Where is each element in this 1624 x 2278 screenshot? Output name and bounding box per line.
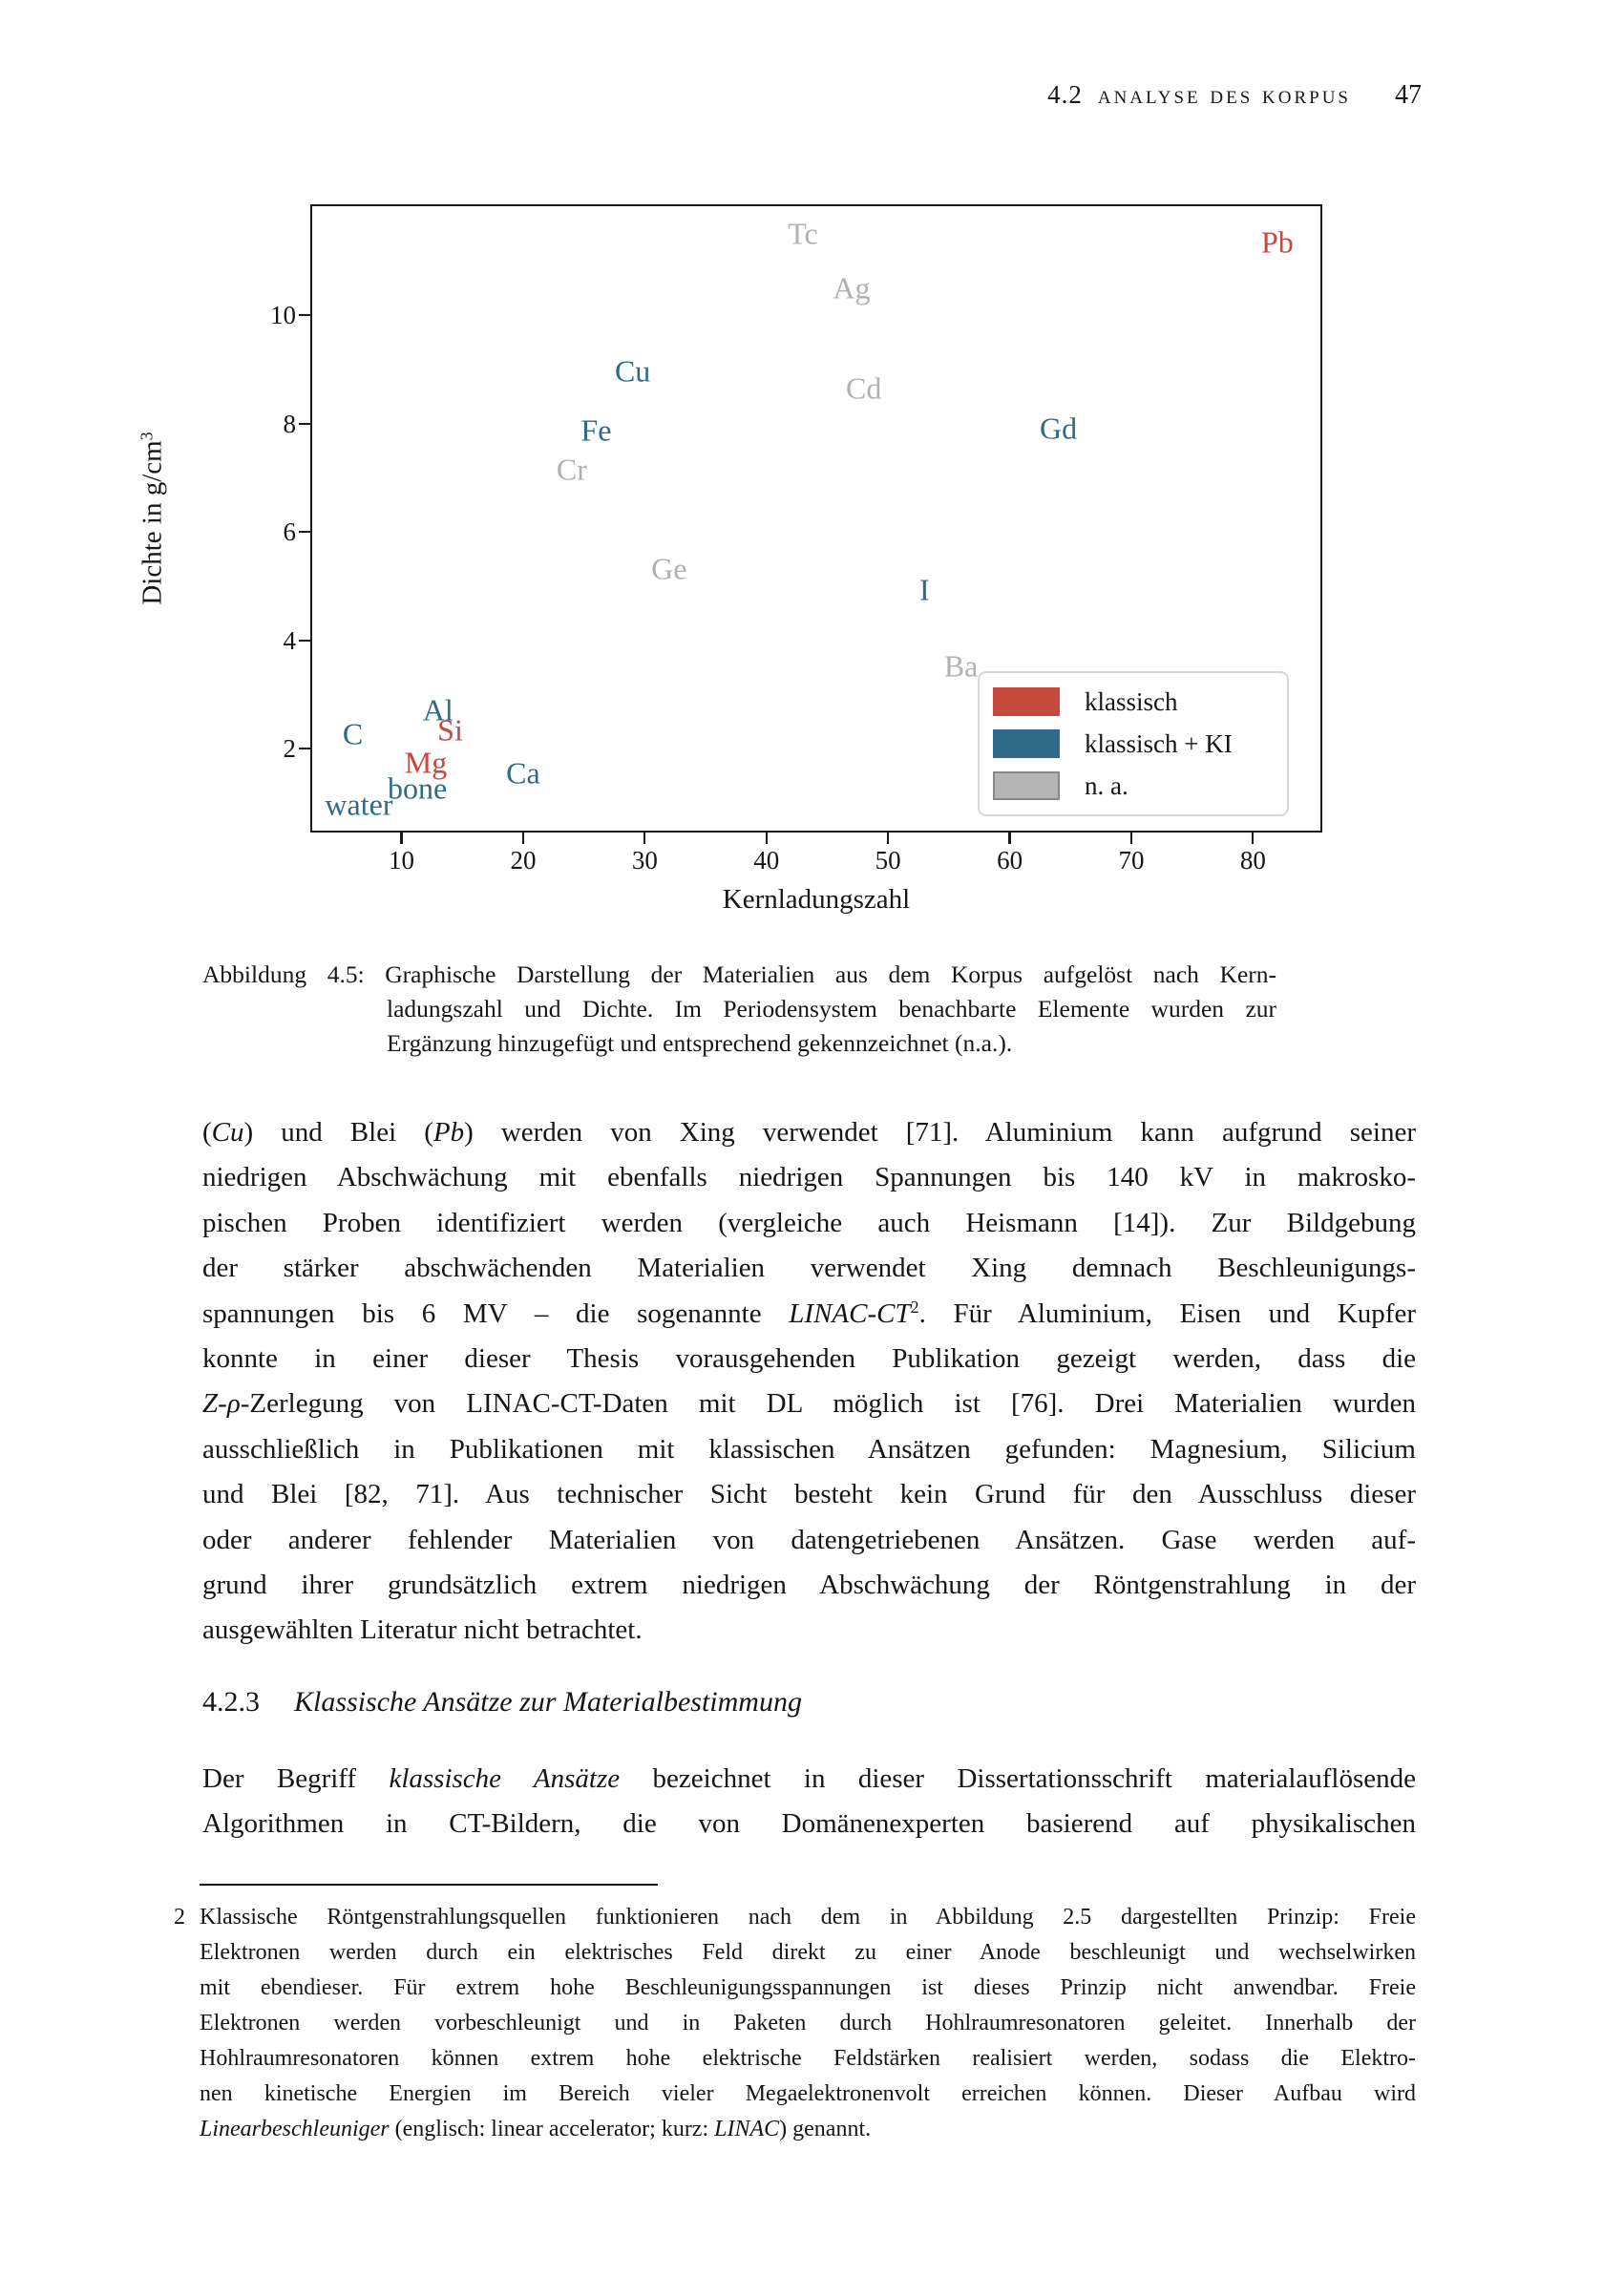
italic-text: Cu	[211, 1117, 244, 1148]
text-line	[202, 1026, 1276, 1061]
data-point-Tc: Tc	[788, 216, 818, 251]
y-tick-label: 10	[270, 301, 296, 330]
data-point-Ge: Ge	[651, 551, 687, 586]
heading-number: 4.2.3	[202, 1686, 260, 1718]
legend-entry	[993, 765, 1287, 807]
italic-text: LINAC	[714, 2117, 780, 2141]
text-segment: ) werden von Xing verwendet [71]. Aluminium kann aufgrund seiner	[464, 1117, 1416, 1148]
legend-swatch	[993, 687, 1060, 716]
data-point-water: water	[325, 787, 393, 821]
page-number: 47	[1395, 80, 1422, 110]
text-line	[202, 1608, 1416, 1653]
text-segment: (englisch: linear accelerator; kurz:	[389, 2117, 715, 2141]
y-tick-label: 2	[283, 734, 296, 764]
text-segment: -Zerlegung von LINAC-CT-Daten mit DL möglich ist [76]. Drei Materialien wurden	[240, 1388, 1416, 1420]
body-paragraph-2	[202, 1757, 1416, 1847]
text-segment: und Blei [82, 71]. Aus technischer Sicht besteht kein Grund für den Ausschluss dieser	[202, 1479, 1416, 1510]
text-segment: mit ebendieser. Für extrem hohe Beschleunigungsspannungen ist dieses Prinzip nicht anwendbar. Freie	[200, 1975, 1416, 2000]
footnote-rule	[200, 1884, 658, 1886]
text-segment: Abbildung 4.5: Graphische Darstellung der Materialien aus dem Korpus aufgelöst nach Kern-	[202, 960, 1276, 988]
footnote-text	[200, 1900, 1416, 2147]
text-line	[200, 2006, 1416, 2041]
text-line	[202, 1757, 1416, 1802]
text-line	[200, 2112, 1416, 2147]
text-segment: konnte in einer dieser Thesis vorausgehenden Publikation gezeigt werden, dass die	[202, 1342, 1416, 1374]
heading-title: Klassische Ansätze zur Materialbestimmung	[294, 1686, 802, 1718]
x-tick-label: 40	[753, 846, 780, 875]
text-segment: oder anderer fehlender Materialien von datengetriebenen Ansätzen. Gase werden auf-	[202, 1524, 1416, 1555]
text-segment: -	[218, 1388, 227, 1420]
x-tick-label: 10	[389, 846, 415, 875]
y-tick-mark	[299, 314, 310, 316]
legend-entry	[993, 681, 1287, 723]
data-point-C: C	[342, 716, 364, 751]
data-point-Cr: Cr	[556, 452, 587, 487]
text-segment: bezeichnet in dieser Dissertationsschrift materialauflösende	[620, 1763, 1416, 1794]
italic-text: Linearbeschleuniger	[200, 2117, 390, 2141]
text-line	[200, 1935, 1416, 1971]
superscript: 2	[910, 1297, 919, 1318]
legend-label: n. a.	[1085, 770, 1128, 800]
x-tick-label: 20	[510, 846, 537, 875]
figure-caption	[202, 958, 1276, 1061]
x-tick-mark	[643, 833, 645, 844]
footnote-marker: 2	[174, 1905, 185, 1930]
x-tick-label: 60	[997, 846, 1023, 875]
italic-text: Pb	[432, 1117, 465, 1148]
figure-4-5	[0, 0, 1624, 936]
x-tick-label: 50	[875, 846, 901, 875]
x-tick-label: 70	[1118, 846, 1145, 875]
superscript: 3	[137, 432, 157, 441]
text-segment: Dichte in g/cm	[137, 440, 168, 605]
data-point-Ag: Ag	[833, 270, 871, 306]
text-segment: Algorithmen in CT-Bildern, die von Domänenexperten basierend auf physikalischen	[202, 1808, 1416, 1840]
text-segment: Klassische Röntgenstrahlungsquellen funktionieren nach dem in Abbildung 2.5 dargestellten Prinzip: Freie	[200, 1905, 1416, 1930]
x-axis-label: Kernladungszahl	[722, 884, 911, 915]
legend-entry	[993, 723, 1287, 765]
text-segment: der stärker abschwächenden Materialien verwendet Xing demnach Beschleunigungs-	[202, 1253, 1416, 1284]
text-segment: ausschließlich in Publikationen mit klassischen Ansätzen gefunden: Magnesium, Silicium	[202, 1433, 1416, 1465]
data-point-Cd: Cd	[846, 370, 882, 406]
text-line	[202, 1518, 1416, 1563]
y-tick-label: 6	[283, 517, 296, 547]
y-tick-mark	[299, 748, 310, 749]
text-line	[202, 1292, 1416, 1337]
text-line	[202, 1427, 1416, 1472]
text-line	[202, 1201, 1416, 1246]
data-point-Ba: Ba	[943, 648, 979, 684]
text-line	[202, 1337, 1416, 1382]
data-point-Mg: Mg	[404, 745, 448, 780]
text-segment: niedrigen Abschwächung mit ebenfalls niedrigen Spannungen bis 140 kV in makrosko-	[202, 1162, 1416, 1193]
italic-text: klassische Ansätze	[389, 1763, 621, 1794]
text-segment: (	[202, 1117, 212, 1148]
text-segment: pischen Proben identifiziert werden (vergleiche auch Heismann [14]). Zur Bildgebung	[202, 1207, 1416, 1238]
footnote	[174, 1900, 1416, 2147]
legend-label: klassisch + KI	[1085, 728, 1233, 758]
text-line	[202, 1155, 1416, 1200]
text-segment: grund ihrer grundsätzlich extrem niedrigen Abschwächung der Röntgenstrahlung in der	[202, 1569, 1416, 1600]
legend-swatch	[993, 771, 1060, 800]
text-line	[200, 2041, 1416, 2077]
text-segment: ausgewählten Literatur nicht betrachtet.	[202, 1614, 643, 1646]
text-line	[202, 1563, 1416, 1608]
text-line	[200, 2077, 1416, 2112]
subsection-heading	[202, 1686, 802, 1719]
text-line	[202, 958, 1276, 992]
legend-swatch	[993, 729, 1060, 758]
y-tick-mark	[299, 423, 310, 425]
x-tick-mark	[1130, 833, 1132, 844]
text-line	[202, 1382, 1416, 1426]
section-number: 4.2	[1047, 80, 1083, 109]
text-segment: . Für Aluminium, Eisen und Kupfer	[918, 1297, 1416, 1329]
text-line	[202, 992, 1276, 1026]
data-point-Si: Si	[437, 712, 463, 748]
text-segment: nen kinetische Energien im Bereich vieler Megaelektronenvolt erreichen können. Dieser Aufbau wird	[200, 2081, 1416, 2106]
data-point-Gd: Gd	[1039, 411, 1078, 446]
italic-text: ρ	[226, 1388, 241, 1420]
data-point-I: I	[919, 572, 930, 607]
data-point-Al: Al	[422, 692, 453, 728]
x-tick-mark	[1252, 833, 1254, 844]
x-tick-mark	[1008, 833, 1010, 844]
x-tick-mark	[766, 833, 768, 844]
legend-label: klassisch	[1085, 686, 1178, 716]
text-segment: ) und Blei (	[243, 1117, 433, 1148]
text-line	[202, 1246, 1416, 1291]
text-line	[200, 1900, 1416, 1935]
text-line	[202, 1472, 1416, 1517]
chart-legend	[978, 671, 1289, 816]
body-paragraph-1	[202, 1110, 1416, 1654]
x-tick-mark	[400, 833, 402, 844]
y-tick-mark	[299, 640, 310, 642]
italic-text: Z	[202, 1388, 219, 1420]
text-line	[202, 1802, 1416, 1846]
text-segment: Elektronen werden vorbeschleunigt und in Paketen durch Hohlraumresonatoren geleitet. Innerhalb der	[200, 2011, 1416, 2035]
data-point-Pb: Pb	[1260, 224, 1294, 260]
x-tick-label: 80	[1239, 846, 1266, 875]
text-segment: ladungszahl und Dichte. Im Periodensystem benachbarte Elemente wurden zur	[387, 995, 1276, 1023]
y-tick-mark	[299, 531, 310, 533]
y-tick-label: 4	[283, 625, 296, 655]
text-segment: Elektronen werden durch ein elektrisches Feld direkt zu einer Anode beschleunigt und wechselwirken	[200, 1940, 1416, 1965]
data-point-Cu: Cu	[614, 353, 651, 389]
running-title: analyse des korpus	[1097, 80, 1351, 109]
y-axis-label	[137, 432, 169, 604]
y-tick-label: 8	[283, 409, 296, 438]
x-tick-mark	[887, 833, 889, 844]
text-line	[200, 1971, 1416, 2006]
data-point-Ca: Ca	[506, 755, 540, 791]
x-tick-label: 30	[631, 846, 658, 875]
data-point-bone: bone	[388, 770, 448, 806]
x-tick-mark	[522, 833, 524, 844]
text-line	[202, 1110, 1416, 1155]
text-segment: Hohlraumresonatoren können extrem hohe elektrische Feldstärken realisiert werden, sodass die Elektro-	[200, 2046, 1416, 2071]
text-segment: Der Begriff	[202, 1763, 390, 1794]
text-segment: spannungen bis 6 MV – die sogenannte	[202, 1297, 790, 1329]
italic-text: LINAC-CT	[789, 1297, 911, 1329]
text-segment: Ergänzung hinzugefügt und entsprechend gekennzeichnet (n.a.).	[387, 1029, 1013, 1057]
data-point-Fe: Fe	[580, 412, 612, 448]
text-segment: ) genannt.	[779, 2117, 872, 2141]
